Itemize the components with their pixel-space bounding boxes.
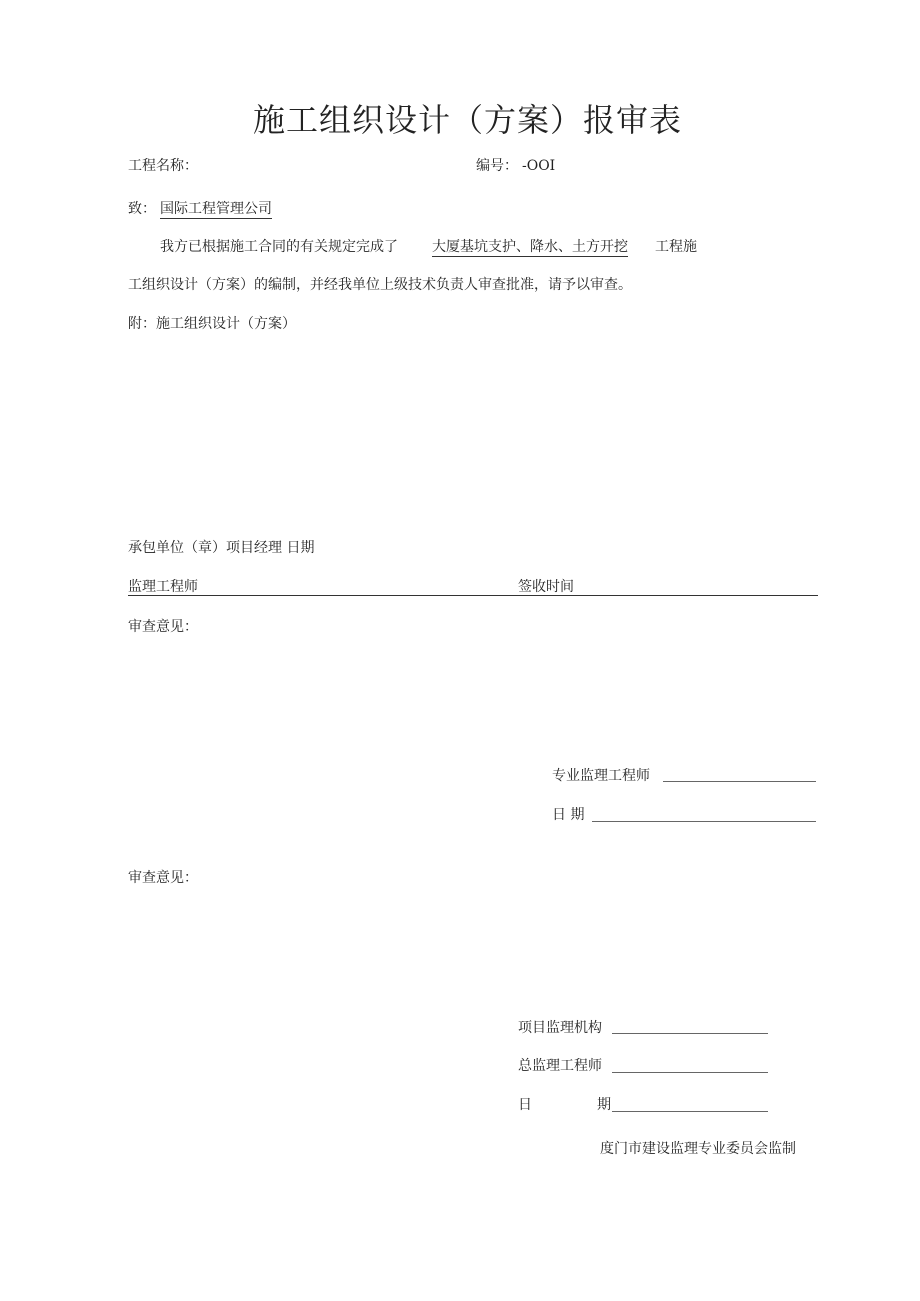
page-title: 施工组织设计（方案）报审表 (253, 101, 683, 139)
review-opinion-1-label: 审查意见： (128, 619, 198, 635)
receipt-time-label: 签收时间 (518, 579, 574, 595)
chief-engineer-label: 总监理工程师 (518, 1058, 602, 1074)
project-supervision-label: 项目监理机构 (518, 1020, 602, 1036)
project-name-label: 工程名称： (128, 158, 198, 174)
contractor-line: 承包单位（章）项目经理 日期 (128, 540, 315, 556)
footer-text: 度门市建设监理专业委员会监制 (600, 1141, 796, 1157)
supervisor-signature-line (128, 595, 818, 596)
body-line1-suffix: 工程施 (655, 239, 697, 255)
body-line1-prefix: 我方已根据施工合同的有关规定完成了 (160, 239, 398, 255)
number-label: 编号： (476, 158, 518, 174)
date-line-1 (592, 821, 816, 822)
date-label-1: 日 期 (552, 807, 585, 823)
specialist-engineer-line (663, 781, 816, 782)
attachment-label: 附：施工组织设计（方案） (128, 316, 296, 332)
date-label-2-b: 期 (597, 1097, 611, 1113)
specialist-engineer-label: 专业监理工程师 (552, 768, 650, 784)
to-value: 国际工程管理公司 (160, 201, 272, 217)
supervisor-engineer-label: 监理工程师 (128, 579, 198, 595)
number-value: -OOI (522, 158, 556, 174)
chief-engineer-line (612, 1072, 768, 1073)
to-label: 致： (128, 201, 156, 217)
project-supervision-line (612, 1033, 768, 1034)
date-label-2-a: 日 (518, 1097, 532, 1113)
body-line2: 工组织设计（方案）的编制，并经我单位上级技术负责人审查批准，请予以审查。 (128, 277, 632, 293)
review-opinion-2-label: 审查意见： (128, 870, 198, 886)
date-line-2 (612, 1111, 768, 1112)
body-line1-project: 大厦基坑支护、降水、土方开挖 (432, 239, 628, 255)
